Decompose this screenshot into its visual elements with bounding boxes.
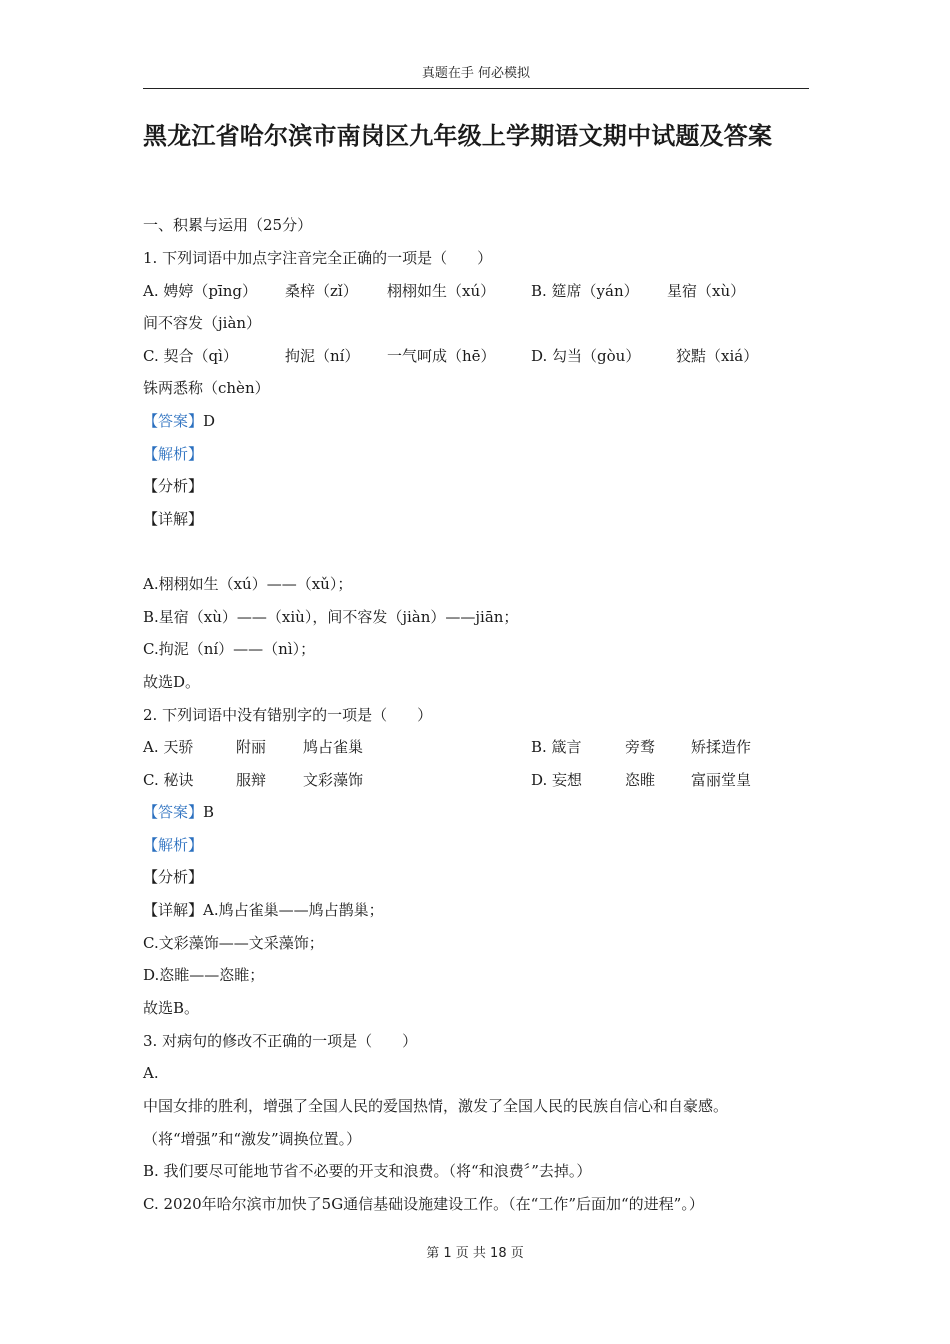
- q1-conclusion: 故选D。: [143, 673, 201, 691]
- q1-answer: [143, 410, 215, 432]
- q2-option-a-3: 鸠占雀巢: [303, 738, 364, 756]
- q3-option-a-note: （将“增强”和“激发”调换位置。）: [143, 1130, 362, 1148]
- q2-conclusion: 故选B。: [143, 999, 200, 1017]
- answer-value: B: [203, 803, 215, 821]
- q1-explanation-1: A.栩栩如生（xú）——（xǔ）；: [143, 575, 353, 593]
- q1-options-row-1: [143, 280, 809, 302]
- q2-option-a-1: A. 天骄: [143, 738, 194, 756]
- q2-options-row-2: [143, 769, 809, 791]
- q1-option-c-3: 一气呵成（hē）: [387, 347, 496, 365]
- q1-explanation-3: C.拘泥（ní）——（nì）；: [143, 640, 316, 658]
- q2-option-c-1: C. 秘诀: [143, 771, 194, 789]
- section-heading: 一、积累与运用（25分）: [143, 216, 313, 234]
- q2-stem: 2. 下列词语中没有错别字的一项是（ ）: [143, 706, 433, 724]
- q1-detail-label: 【详解】: [143, 510, 204, 528]
- q1-option-c-1: C. 契合（qì）: [143, 347, 238, 365]
- q2-answer: [143, 801, 214, 823]
- answer-tag: 【答案】: [143, 412, 204, 430]
- page-number: 第 1 页 共 18 页: [426, 1246, 524, 1261]
- q1-option-a-3: 栩栩如生（xú）: [387, 282, 496, 300]
- q2-option-c-3: 文彩藻饰: [303, 771, 364, 789]
- answer-value: D: [203, 412, 216, 430]
- q2-option-b-2: 旁骛: [625, 738, 656, 756]
- page-header: 真题在手 何必模拟: [421, 66, 531, 81]
- header-divider: [143, 88, 809, 89]
- q1-option-d-2: 狡黠（xiá）: [676, 347, 759, 365]
- q2-option-d-3: 富丽堂皇: [691, 771, 752, 789]
- q2-option-b-1: B. 箴言: [531, 738, 582, 756]
- q3-option-b: B. 我们要尽可能地节省不必要的开支和浪费。（将“和浪费〞”去掉。）: [143, 1162, 592, 1180]
- q3-option-c: C. 2020年哈尔滨市加快了5G通信基础设施建设工作。（在“工作”后面加“的进程”。）: [143, 1195, 704, 1213]
- q1-option-c-2: 拘泥（ní）: [285, 347, 360, 365]
- q1-option-a-1: A. 娉婷（pīng）: [143, 282, 258, 300]
- q2-option-d-2: 恣睢: [625, 771, 656, 789]
- q2-option-d-1: D. 妄想: [531, 771, 583, 789]
- q2-explanation-1: C.文彩藻饰——文采藻饰；: [143, 934, 324, 952]
- q2-option-c-2: 服辩: [236, 771, 267, 789]
- q2-option-a-2: 附丽: [236, 738, 267, 756]
- q3-option-a-text: 中国女排的胜利，增强了全国人民的爱国热情，激发了全国人民的民族自信心和自豪感。: [143, 1097, 729, 1115]
- q1-analysis-tag: 【解析】: [143, 445, 204, 463]
- q1-option-b-1: B. 筵席（yán）: [531, 282, 639, 300]
- q1-analysis-label: 【分析】: [143, 477, 204, 495]
- q1-option-d-1: D. 勾当（gòu）: [531, 347, 641, 365]
- q1-stem: 1. 下列词语中加点字注音完全正确的一项是（ ）: [143, 249, 493, 267]
- q3-stem: 3. 对病句的修改不正确的一项是（ ）: [143, 1032, 418, 1050]
- q1-option-d-3: 铢两悉称（chèn）: [143, 379, 270, 397]
- q2-explanation-2: D.恣睢——恣睢；: [143, 966, 265, 984]
- q2-analysis-label: 【分析】: [143, 868, 204, 886]
- q2-detail: 【详解】A.鸠占雀巢——鸠占鹊巢；: [143, 901, 384, 919]
- document-title: 黑龙江省哈尔滨市南岗区九年级上学期语文期中试题及答案: [143, 122, 773, 150]
- answer-tag: 【答案】: [143, 803, 204, 821]
- q1-option-b-2: 星宿（xù）: [667, 282, 746, 300]
- q2-options-row-1: [143, 736, 809, 758]
- q1-option-a-2: 桑梓（zǐ）: [285, 282, 358, 300]
- q1-option-b-3: 间不容发（jiàn）: [143, 314, 262, 332]
- q2-option-b-3: 矫揉造作: [691, 738, 752, 756]
- q1-explanation-2: B.星宿（xù）——（xiù），间不容发（jiàn）——jiān；: [143, 608, 519, 626]
- q3-option-a-label: A.: [143, 1064, 159, 1082]
- q2-analysis-tag: 【解析】: [143, 836, 204, 854]
- q1-options-row-2: [143, 345, 809, 367]
